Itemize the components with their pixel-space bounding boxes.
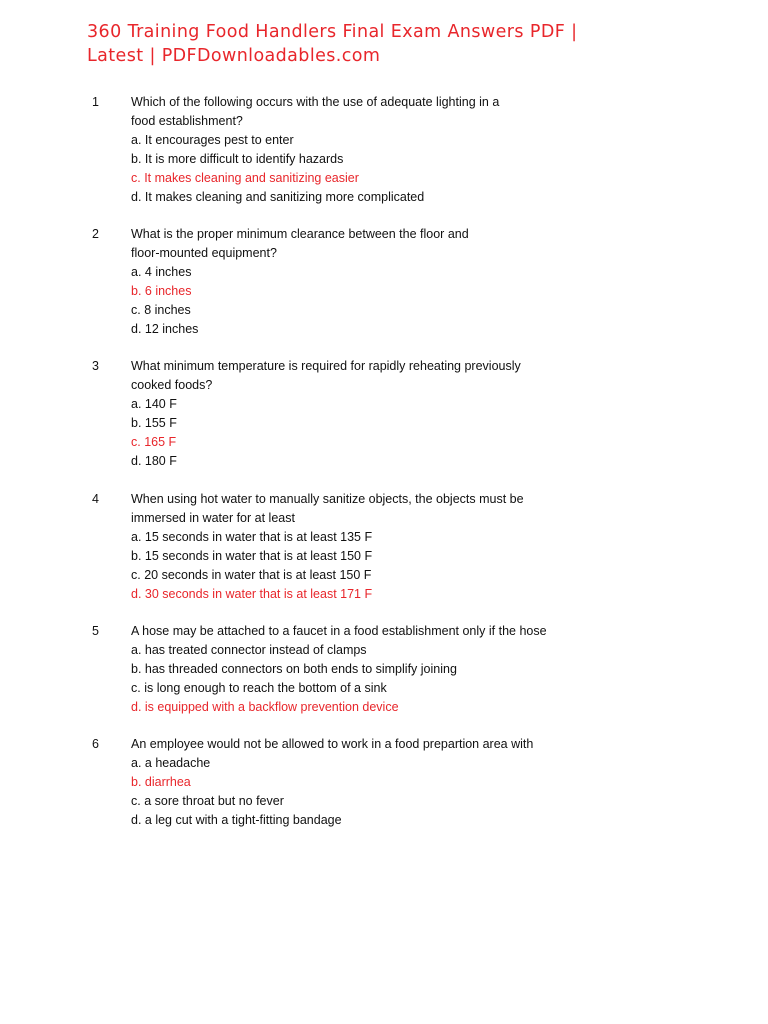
correct-answer-option: c. 165 F (131, 435, 177, 450)
question-text (131, 93, 581, 131)
document-title (87, 20, 727, 68)
correct-answer-option: c. It makes cleaning and sanitizing easier (131, 171, 359, 185)
question-item (0, 490, 768, 604)
answer-option: a. 4 inches (131, 265, 192, 280)
question-text (131, 735, 581, 754)
answer-option: b. 155 F (131, 416, 177, 431)
question-number: 2 (92, 227, 99, 242)
question-number: 5 (92, 623, 99, 638)
answer-option: c. 20 seconds in water that is at least 150 F (131, 567, 372, 582)
question-body (131, 357, 581, 471)
question-body (131, 225, 581, 339)
question-text (131, 490, 581, 528)
answer-option: b. 15 seconds in water that is at least 150 F (131, 548, 373, 563)
question-body (131, 622, 581, 717)
correct-answer-option: b. 6 inches (131, 284, 192, 299)
answer-option: c. is long enough to reach the bottom of a sink (131, 680, 387, 695)
answer-option: c. 8 inches (131, 303, 191, 318)
answer-option: a. 15 seconds in water that is at least 135 F (131, 529, 373, 544)
answer-option: d. 12 inches (131, 322, 199, 337)
answer-option: b. has threaded connectors on both ends to simplify joining (131, 661, 457, 676)
question-body (131, 735, 581, 830)
answer-option: a. a headache (131, 755, 211, 770)
question-text (131, 225, 581, 263)
question-body (131, 490, 581, 604)
question-body (131, 93, 581, 207)
question-text-line: floor-mounted equipment? (131, 246, 277, 261)
question-text-line: An employee would not be allowed to work in a food prepartion area with (131, 736, 534, 751)
question-item (0, 735, 768, 830)
answer-option: a. 140 F (131, 397, 177, 412)
correct-answer-option: d. 30 seconds in water that is at least 171 F (131, 586, 373, 601)
question-text-line: food establishment? (131, 114, 243, 128)
question-item (0, 622, 768, 717)
question-item (0, 357, 768, 471)
question-number: 6 (92, 736, 99, 751)
answer-option: a. It encourages pest to enter (131, 133, 294, 147)
question-text-line: What minimum temperature is required for rapidly reheating previously (131, 359, 521, 374)
question-number: 1 (92, 95, 99, 109)
correct-answer-option: b. diarrhea (131, 774, 191, 789)
question-text-line: What is the proper minimum clearance between the floor and (131, 227, 469, 242)
answer-option: b. It is more difficult to identify hazards (131, 152, 344, 166)
answer-option: d. 180 F (131, 454, 177, 469)
question-item (0, 225, 768, 339)
question-text (131, 357, 581, 395)
answer-option: a. has treated connector instead of clamps (131, 642, 367, 657)
answer-option: d. It makes cleaning and sanitizing more complicated (131, 190, 425, 204)
question-number: 3 (92, 359, 99, 374)
question-list (0, 93, 768, 848)
question-item (0, 93, 768, 207)
question-text-line: A hose may be attached to a faucet in a food establishment only if the hose (131, 623, 547, 638)
correct-answer-option: d. is equipped with a backflow prevention device (131, 699, 399, 714)
question-text-line: cooked foods? (131, 378, 213, 393)
title-line-1: 360 Training Food Handlers Final Exam Answers PDF | (87, 22, 578, 42)
answer-option: c. a sore throat but no fever (131, 793, 284, 808)
answer-option: d. a leg cut with a tight-fitting bandage (131, 812, 342, 827)
question-text (131, 622, 581, 641)
question-number: 4 (92, 491, 99, 506)
title-line-2: Latest | PDFDownloadables.com (87, 46, 381, 66)
question-text-line: immersed in water for at least (131, 510, 295, 525)
question-text-line: When using hot water to manually sanitize objects, the objects must be (131, 491, 524, 506)
question-text-line: Which of the following occurs with the use of adequate lighting in a (131, 95, 500, 109)
